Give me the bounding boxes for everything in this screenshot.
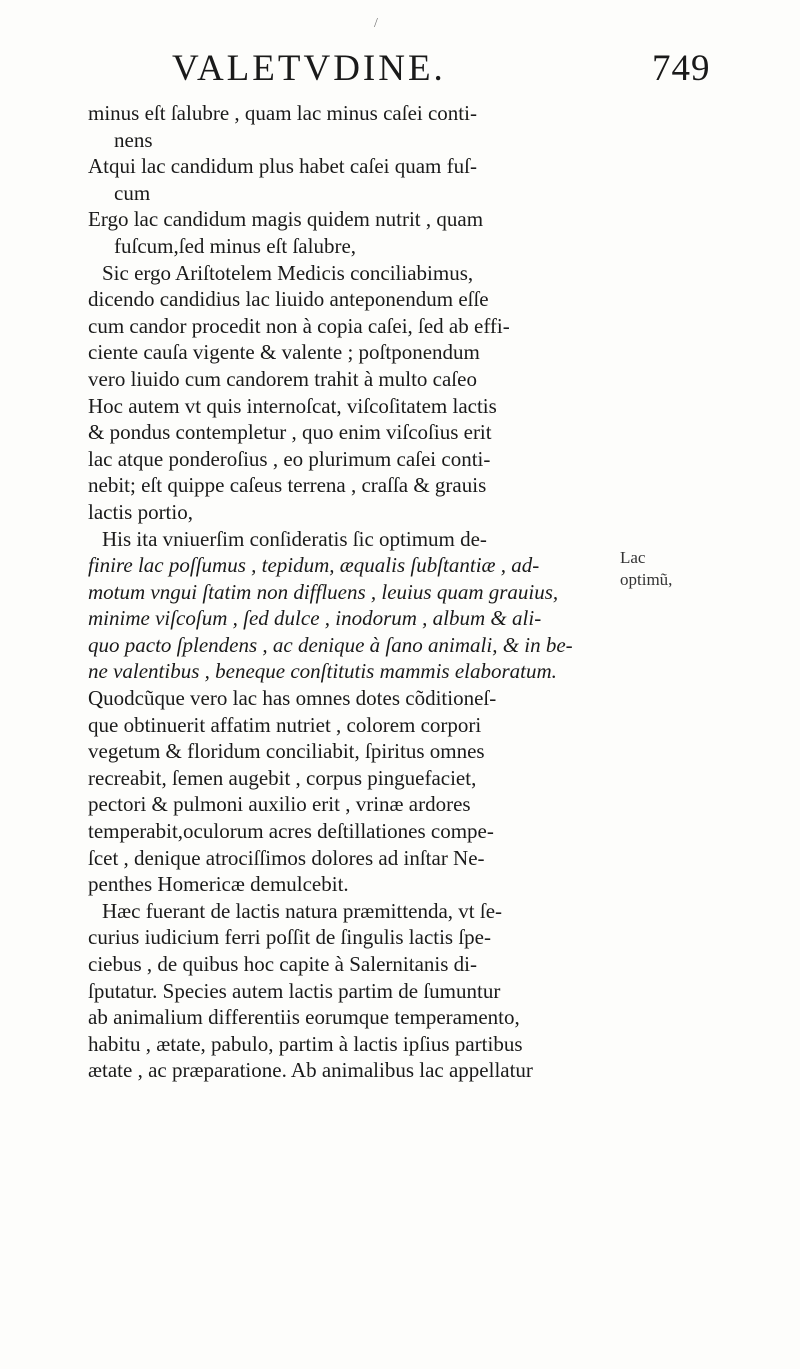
- text-line: habitu , ætate, pabulo, partim à lactis ipſius partibus: [88, 1031, 523, 1056]
- text-line: ciebus , de quibus hoc capite à Salernitanis di-: [88, 952, 477, 976]
- text-line: quo pacto ſplendens , ac denique à ſano animali, & in be-: [88, 632, 573, 657]
- text-line: penthes Homericæ demulcebit.: [88, 872, 349, 897]
- text-line: Ergo lac candidum magis quidem nutrit , quam: [88, 207, 484, 232]
- text-line: Atqui lac candidum plus habet caſei quam fuſ-: [88, 154, 477, 179]
- text-line: ne valentibus , beneque conſtitutis mammis elaboratum.: [88, 659, 557, 684]
- text-line: recreabit, ſemen augebit , corpus pinguefaciet,: [88, 765, 477, 790]
- margin-note-line: optimũ,: [620, 570, 673, 589]
- body-text: [88, 100, 608, 1084]
- text-line: temperabit,oculorum acres deſtillationes compe-: [88, 819, 494, 844]
- running-head: [172, 44, 732, 94]
- text-line: cum: [114, 180, 151, 205]
- text-line: nebit; eſt quippe caſeus terrena , craſſa & grauis: [88, 473, 487, 498]
- text-line: finire lac poſſumus , tepidum, æqualis ſubſtantiæ , ad-: [88, 553, 540, 578]
- text-line: ætate , ac præparatione. Ab animalibus lac appellatur: [88, 1058, 533, 1083]
- text-line: & pondus contempletur , quo enim viſcoſius erit: [88, 420, 492, 445]
- text-line: Quodcũque vero lac has omnes dotes cõditioneſ-: [88, 686, 497, 711]
- text-line: fuſcum,ſed minus eſt ſalubre,: [114, 233, 357, 258]
- text-line: minime viſcoſum , ſed dulce , inodorum , album & ali-: [88, 606, 542, 631]
- text-line: ab animalium differentiis eorumque temperamento,: [88, 1005, 520, 1030]
- text-line: ſcet , denique atrociſſimos dolores ad inſtar Ne-: [88, 845, 485, 870]
- text-line: que obtinuerit affatim nutriet , colorem corpori: [88, 712, 482, 737]
- text-line: lactis portio,: [88, 499, 193, 524]
- text-line: dicendo candidius lac liuido anteponendum eſſe: [88, 287, 489, 312]
- text-line: curius iudicium ferri poſſit de ſingulis lactis ſpe-: [88, 925, 491, 950]
- text-line: vegetum & floridum conciliabit, ſpiritus omnes: [88, 739, 485, 764]
- text-line: ciente cauſa vigente & valente ; poſtponendum: [88, 340, 480, 365]
- text-line: lac atque ponderoſius , eo plurimum caſei conti-: [88, 446, 491, 471]
- text-line: minus eſt ſalubre , quam lac minus caſei conti-: [88, 101, 477, 125]
- ink-mark: /: [374, 16, 378, 31]
- margin-note: [620, 547, 700, 591]
- text-line: vero liuido cum candorem trahit à multo caſeo: [88, 366, 477, 391]
- text-line: His ita vniuerſim conſideratis ſic optimum de-: [102, 526, 487, 551]
- margin-note-line: Lac: [620, 548, 646, 567]
- running-title: VALETVDINE.: [172, 48, 446, 89]
- text-line: Sic ergo Ariſtotelem Medicis conciliabimus,: [102, 260, 474, 285]
- page-number: 749: [652, 48, 711, 89]
- text-line: nens: [114, 127, 153, 152]
- text-line: cum candor procedit non à copia caſei, ſed ab effi-: [88, 313, 510, 338]
- text-line: ſputatur. Species autem lactis partim de ſumuntur: [88, 978, 501, 1003]
- text-line: pectori & pulmoni auxilio erit , vrinæ ardores: [88, 792, 471, 817]
- text-line: Hoc autem vt quis internoſcat, viſcoſitatem lactis: [88, 393, 497, 418]
- text-line: motum vngui ſtatim non diffluens , leuius quam grauius,: [88, 579, 559, 604]
- text-line: Hæc fuerant de lactis natura præmittenda, vt ſe-: [102, 898, 503, 923]
